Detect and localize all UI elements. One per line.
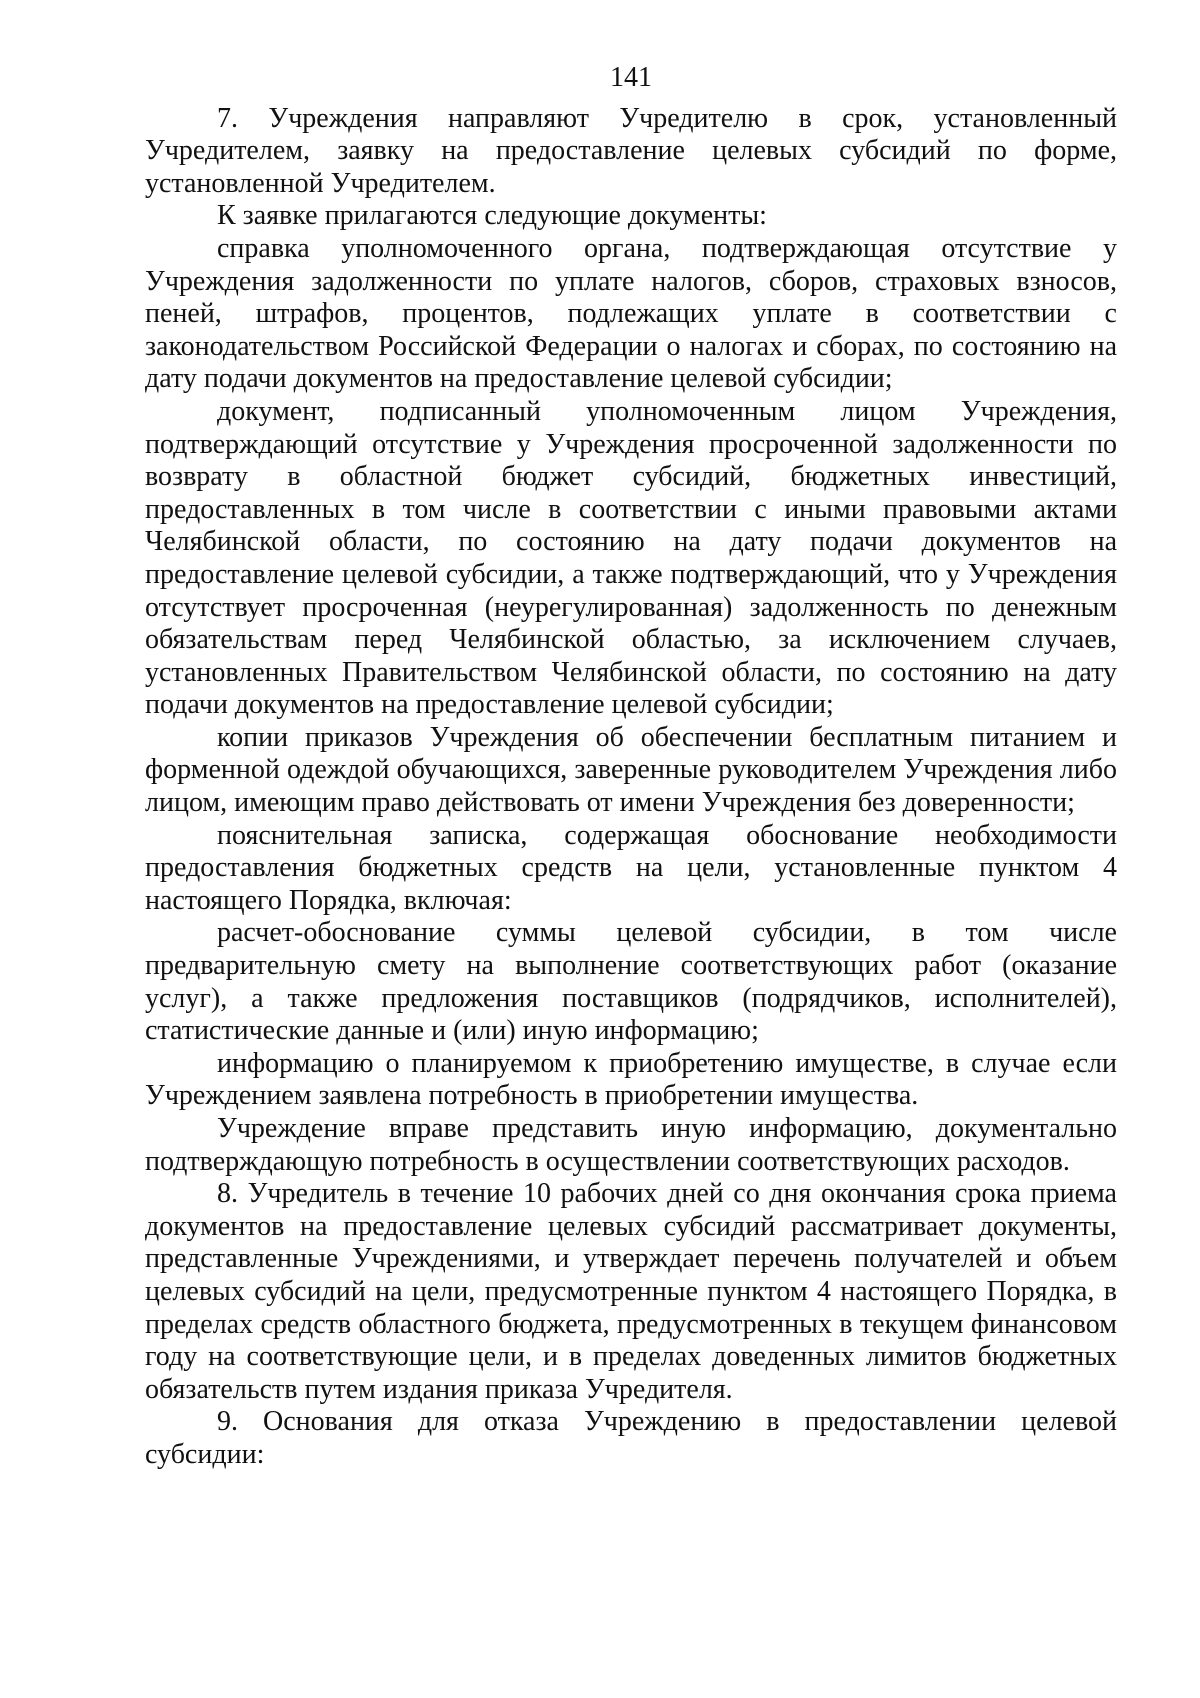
paragraph-other-info: Учреждение вправе представить иную информацию, документально подтверждающую потребность в осуществлении соответствующих расходов.	[145, 1113, 1117, 1177]
page-number: 141	[610, 62, 652, 93]
paragraph-8-review: 8. Учредитель в течение 10 рабочих дней со дня окончания срока приема документов на предоставление целевых субсидий рассматривает документы, представленные Учреждениями, и утверждает перечень получателей и объем целевых субсидий на цели, предусмотренные пунктом 4 настоящего Порядка, в пределах средств областного бюджета, предусмотренных в текущем финансовом году на соответствующие цели, и в пределах доведенных лимитов бюджетных обязательств путем издания приказа Учредителя.	[145, 1178, 1117, 1405]
paragraph-calculation: расчет-обоснование суммы целевой субсидии, в том числе предварительную смету на выполнение соответствующих работ (оказание услуг), а также предложения поставщиков (подрядчиков, исполнителей), статистические данные и (или) иную информацию;	[145, 917, 1117, 1047]
document-page	[145, 62, 1117, 1472]
paragraph-signed-document: документ, подписанный уполномоченным лицом Учреждения, подтверждающий отсутствие у Учреждения просроченной задолженности по возврату в областной бюджет субсидий, бюджетных инвестиций, предоставленных в том числе в соответствии с иными правовыми актами Челябинской области, по состоянию на дату подачи документов на предоставление целевой субсидии, а также подтверждающий, что у Учреждения отсутствует просроченная (неурегулированная) задолженность по денежным обязательствам перед Челябинской областью, за исключением случаев, установленных Правительством Челябинской области, по состоянию на дату подачи документов на предоставление целевой субсидии;	[145, 395, 1117, 721]
paragraph-9-refusal: 9. Основания для отказа Учреждению в предоставлении целевой субсидии:	[145, 1406, 1117, 1470]
paragraph-documents-intro: К заявке прилагаются следующие документы:	[217, 200, 767, 232]
paragraph-7-application: 7. Учреждения направляют Учредителю в срок, установленный Учредителем, заявку на предоставление целевых субсидий по форме, установленной Учредителем.	[145, 102, 1117, 199]
paragraph-property-info: информацию о планируемом к приобретению имуществе, в случае если Учреждением заявлена потребность в приобретении имущества.	[145, 1047, 1117, 1112]
paragraph-explanatory-note: пояснительная записка, содержащая обоснование необходимости предоставления бюджетных средств на цели, установленные пунктом 4 настоящего Порядка, включая:	[145, 819, 1117, 916]
paragraph-tax-certificate: справка уполномоченного органа, подтверждающая отсутствие у Учреждения задолженности по уплате налогов, сборов, страховых взносов, пеней, штрафов, процентов, подлежащих уплате в соответствии с законодательством Российской Федерации о налогах и сборах, по состоянию на дату подачи документов на предоставление целевой субсидии;	[145, 232, 1117, 395]
paragraph-order-copies: копии приказов Учреждения об обеспечении бесплатным питанием и форменной одеждой обучающихся, заверенные руководителем Учреждения либо лицом, имеющим право действовать от имени Учреждения без доверенности;	[145, 721, 1117, 819]
